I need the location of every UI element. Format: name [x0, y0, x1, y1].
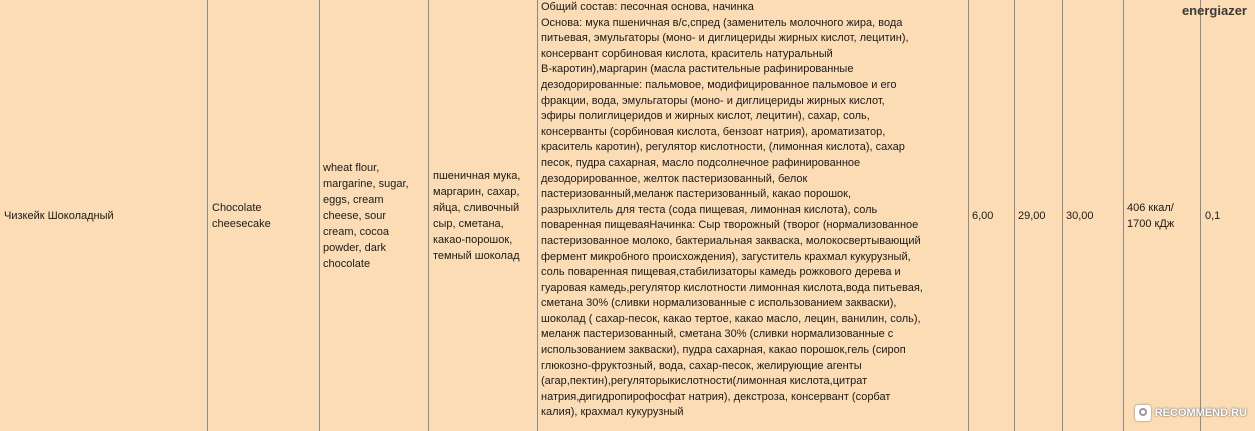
recommend-logo-icon [1135, 405, 1151, 421]
text-line: пшеничная мука, [433, 169, 521, 182]
text-line: какао-порошок, [433, 233, 513, 246]
text-line: пастеризованное молоко, бактериальная закваска, молокосвертывающий [541, 234, 921, 247]
text-line: дезодорированные: пальмовое, модифицированное пальмовое и его [541, 78, 897, 91]
text-line: соль поваренная пищевая,стабилизаторы камедь рожкового дерева и [541, 266, 901, 279]
text-line: cheese, sour [323, 209, 386, 222]
cell-fat [1018, 0, 1062, 431]
text-line: гуаровая камедь,регулятор кислотности лимонная кислота,вода питьевая, [541, 281, 923, 294]
text-line: eggs, cream [323, 193, 384, 206]
column-divider [1200, 0, 1201, 431]
watermark-username: energiazer [1181, 3, 1247, 18]
text-line: меланж пастеризованный, сметана 30% (сливки нормализованные с [541, 328, 894, 341]
text-line: использованием закваски), пудра сахарная, какао порошок,гель (сироп [541, 344, 906, 357]
cell-last [1205, 0, 1253, 431]
text-line: chocolate [323, 257, 371, 270]
text-line: B-каротин),маргарин (масла растительные рафинированные [541, 63, 854, 76]
cell-ingredients-ru [433, 0, 537, 431]
cell-composition [541, 0, 969, 431]
text-line: Общий состав: песочная основа, начинка [541, 1, 754, 13]
energy-value [1127, 200, 1174, 232]
ingredients-ru [433, 168, 520, 264]
cell-name-ru [4, 0, 204, 431]
text-line: краситель каротин), регулятор кислотности, (лимонная кислота), сахар [541, 141, 905, 154]
text-line: эфиры полиглицеридов и жирных кислот, лецитин), сахар, соль, [541, 110, 870, 123]
text-line: консервант сорбиновая кислота, краситель натуральный [541, 47, 833, 60]
text-line: калия), крахмал кукурузный [541, 406, 684, 419]
text-line: консерванты (сорбиновая кислота, бензоат натрия), ароматизатор, [541, 125, 886, 138]
text-line: шоколад ( сахар-песок, какао тертое, какао масло, лецин, ванилин, соль), [541, 312, 921, 325]
text-line: яйца, сливочный [433, 201, 520, 214]
composition-text [541, 0, 969, 421]
text-line: натрия,дигидропирофосфат натрия), декстроза, консервант (сорбат [541, 390, 891, 403]
protein-value: 6,00 [972, 209, 994, 222]
text-line: разрыхлитель для теста (сода пищевая, лимонная кислота), соль [541, 203, 878, 216]
last-value: 0,1 [1205, 209, 1221, 222]
text-line: 406 ккал/ [1127, 201, 1174, 214]
text-line: поваренная пищеваяНачинка: Сыр творожный (творог (нормализованное [541, 219, 919, 232]
text-line: Основа: мука пшеничная в/с,спред (заменитель молочного жира, вода [541, 16, 903, 29]
column-divider [207, 0, 208, 431]
text-line: маргарин, сахар, [433, 185, 520, 198]
column-divider [319, 0, 320, 431]
text-line: margarine, sugar, [323, 177, 409, 190]
cell-ingredients-en [323, 0, 427, 431]
column-divider [1123, 0, 1124, 431]
column-divider [1014, 0, 1015, 431]
cell-energy [1127, 0, 1199, 431]
text-line: пастеризованный,меланж пастеризованный, какао порошок, [541, 188, 852, 201]
column-divider [428, 0, 429, 431]
text-line: (агар,пектин),регуляторыкислотности(лимонная кислота,цитрат [541, 375, 868, 388]
product-name-en: Chocolate cheesecake [212, 201, 271, 230]
watermark-logo [1135, 405, 1247, 421]
text-line: фермент микробного происхождения), загуститель крахмал кукурузный, [541, 250, 911, 263]
cell-name-en [212, 0, 317, 431]
fat-value: 29,00 [1018, 209, 1046, 222]
product-name-ru: Чизкейк Шоколадный [4, 209, 114, 222]
column-divider [537, 0, 538, 431]
text-line: фракции, вода, эмульгаторы (моно- и диглицериды жирных кислот, [541, 94, 885, 107]
text-line: дезодорированное, желток пастеризованный, белок [541, 172, 808, 185]
text-line: cream, cocoa [323, 225, 390, 238]
text-line: темный шоколад [433, 249, 520, 262]
text-line: powder, dark [323, 241, 386, 254]
ingredients-en [323, 160, 409, 272]
watermark-site: RECOMMEND.RU [1154, 407, 1247, 419]
text-line: песок, пудра сахарная, масло подсолнечное рафинированное [541, 156, 861, 169]
text-line: сметана 30% (сливки нормализованные с использованием закваски), [541, 297, 897, 310]
text-line: питьевая, эмульгаторы (моно- и диглицериды жирных кислот, лецитин), [541, 32, 909, 45]
carbs-value: 30,00 [1066, 209, 1094, 222]
text-line: сыр, сметана, [433, 217, 504, 230]
text-line: 1700 кДж [1127, 217, 1175, 230]
text-line: глюкозно-фруктозный, вода, сахар-песок, желирующие агенты [541, 359, 862, 372]
cell-protein [972, 0, 1014, 431]
text-line: wheat flour, [323, 161, 380, 174]
column-divider [1062, 0, 1063, 431]
cell-carbs [1066, 0, 1122, 431]
